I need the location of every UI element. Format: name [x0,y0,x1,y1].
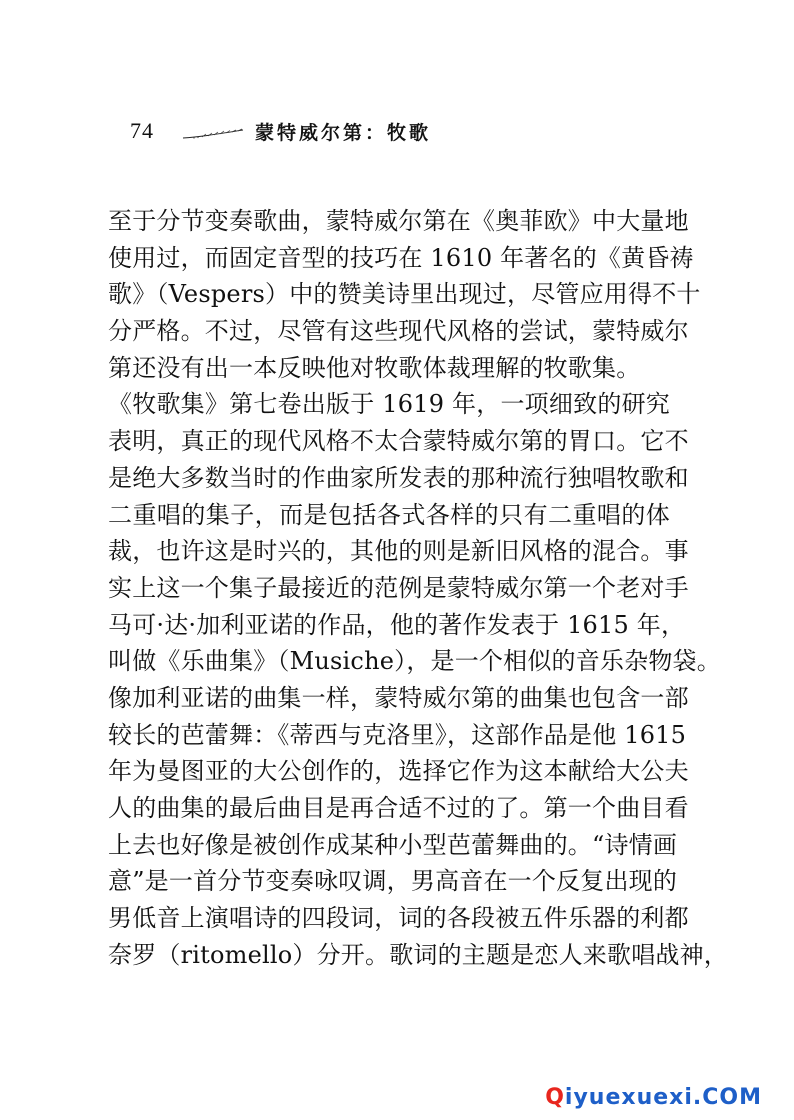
text-line: 马可·达·加利亚诺的作品，他的著作发表于 1615 年， [108,610,686,639]
watermark-q: Q [545,1085,565,1110]
text-line: 像加利亚诺的曲集一样，蒙特威尔第的曲集也包含一部 [108,683,689,712]
text-line: 《牧歌集》第七卷出版于 1619 年，一项细致的研究 [108,390,670,419]
text-line: 分严格。不过，尽管有这些现代风格的尝试，蒙特威尔 [108,317,689,346]
text-line: 表明，真正的现代风格不太合蒙特威尔第的胃口。它不 [108,427,689,456]
site-watermark [545,1085,762,1110]
text-line: 二重唱的集子，而是包括各式各样的只有二重唱的体 [108,500,670,529]
text-line: 男低音上演唱诗的四段词，词的各段被五件乐器的利都 [108,904,689,933]
text-line: 奈罗（ritomello）分开。歌词的主题是恋人来歌唱战神， [108,940,729,969]
text-line: 至于分节变奏歌曲，蒙特威尔第在《奥菲欧》中大量地 [108,207,689,235]
page-header [130,118,530,148]
text-line: 意”是一首分节变奏咏叹调，男高音在一个反复出现的 [108,867,678,896]
body-text [108,203,729,973]
text-line: 第还没有出一本反映他对牧歌体裁理解的牧歌集。 [108,353,641,382]
text-line: 年为曼图亚的大公创作的，选择它作为这本献给大公夫 [108,757,689,786]
feather-ornament-icon [182,128,244,140]
running-title: 蒙特威尔第：牧歌 [255,122,432,144]
text-line: 使用过，而固定音型的技巧在 1610 年著名的《黄昏祷 [108,243,694,272]
watermark-text: iyuexuexi.COM [564,1085,762,1110]
text-line: 裁，也许这是时兴的，其他的则是新旧风格的混合。事 [108,537,689,566]
page-number: 74 [130,118,154,143]
text-line: 叫做《乐曲集》（Musiche），是一个相似的音乐杂物袋。 [108,647,721,676]
text-line: 较长的芭蕾舞：《蒂西与克洛里》，这部作品是他 1615 [108,720,687,749]
text-line: 是绝大多数当时的作曲家所发表的那种流行独唱牧歌和 [108,463,689,492]
text-line: 上去也好像是被创作成某种小型芭蕾舞曲的。“诗情画 [108,830,678,859]
text-line: 实上这一个集子最接近的范例是蒙特威尔第一个老对手 [108,573,689,602]
text-line: 歌》（Vespers）中的赞美诗里出现过，尽管应用得不十 [108,280,701,309]
text-line: 人的曲集的最后曲目是再合适不过的了。第一个曲目看 [108,794,689,822]
